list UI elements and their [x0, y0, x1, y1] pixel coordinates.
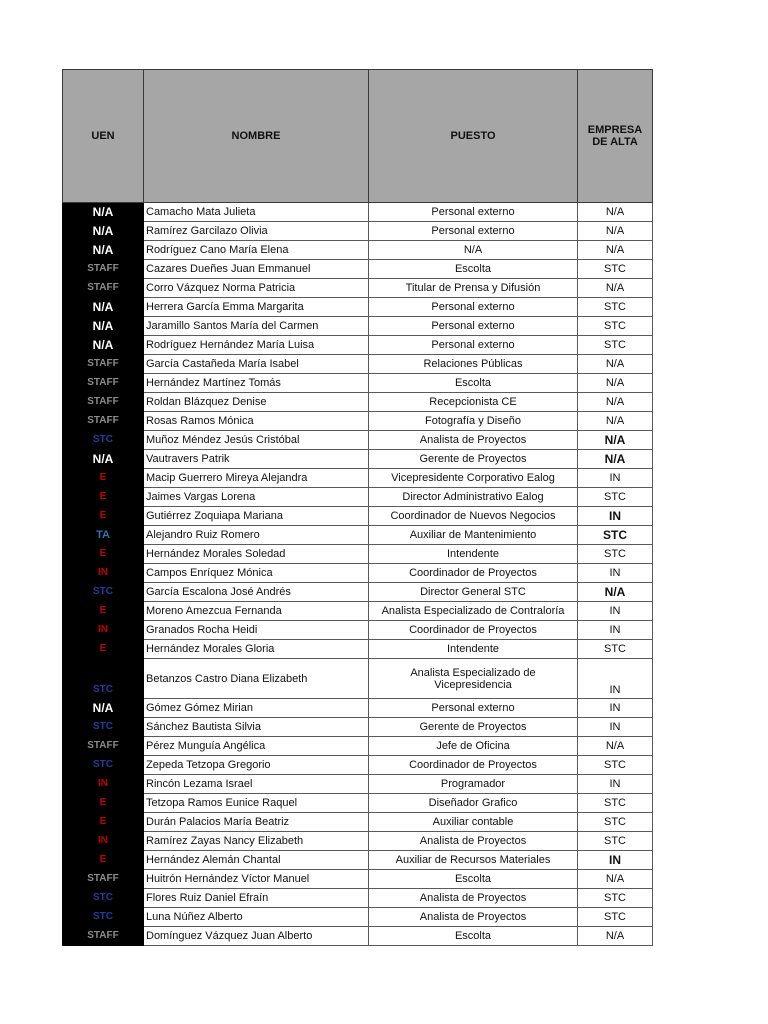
cell-uen: E — [63, 488, 144, 507]
cell-puesto: Personal externo — [369, 699, 578, 718]
cell-puesto: Escolta — [369, 260, 578, 279]
cell-empresa: STC — [578, 317, 653, 336]
cell-uen: IN — [63, 832, 144, 851]
cell-uen: STAFF — [63, 393, 144, 412]
cell-puesto: Analista de Proyectos — [369, 889, 578, 908]
cell-uen: STAFF — [63, 355, 144, 374]
cell-puesto: Analista de Proyectos — [369, 832, 578, 851]
cell-nombre: Flores Ruiz Daniel Efraín — [144, 889, 369, 908]
table-row — [63, 908, 653, 927]
table-row — [63, 241, 653, 260]
cell-puesto: Jefe de Oficina — [369, 737, 578, 756]
cell-empresa: STC — [578, 756, 653, 775]
cell-nombre: Gutiérrez Zoquiapa Mariana — [144, 507, 369, 526]
cell-empresa: N/A — [578, 241, 653, 260]
table-row — [63, 526, 653, 545]
cell-puesto: Relaciones Públicas — [369, 355, 578, 374]
cell-puesto: N/A — [369, 241, 578, 260]
table-row — [63, 564, 653, 583]
cell-uen: N/A — [63, 699, 144, 718]
cell-empresa: IN — [578, 469, 653, 488]
table-row — [63, 718, 653, 737]
header-puesto: PUESTO — [369, 70, 578, 203]
table-row — [63, 374, 653, 393]
cell-nombre: Moreno Amezcua Fernanda — [144, 602, 369, 621]
cell-nombre: Jaimes Vargas Lorena — [144, 488, 369, 507]
cell-uen: IN — [63, 775, 144, 794]
table-row — [63, 794, 653, 813]
cell-puesto: Recepcionista CE — [369, 393, 578, 412]
cell-empresa: STC — [578, 488, 653, 507]
cell-empresa: N/A — [578, 450, 653, 469]
table-row — [63, 393, 653, 412]
cell-puesto: Analista Especializado de Vicepresidencia — [369, 659, 578, 699]
table-row — [63, 640, 653, 659]
table-row — [63, 851, 653, 870]
table-row — [63, 469, 653, 488]
cell-empresa: N/A — [578, 393, 653, 412]
cell-uen: STC — [63, 756, 144, 775]
cell-uen: STAFF — [63, 279, 144, 298]
cell-empresa: N/A — [578, 279, 653, 298]
cell-empresa: IN — [578, 775, 653, 794]
cell-uen: E — [63, 794, 144, 813]
cell-nombre: Macip Guerrero Mireya Alejandra — [144, 469, 369, 488]
cell-empresa: STC — [578, 813, 653, 832]
cell-puesto: Analista Especializado de Contraloría — [369, 602, 578, 621]
cell-nombre: Jaramillo Santos María del Carmen — [144, 317, 369, 336]
cell-puesto: Coordinador de Proyectos — [369, 621, 578, 640]
cell-empresa: STC — [578, 889, 653, 908]
table-row — [63, 222, 653, 241]
table-row — [63, 621, 653, 640]
cell-nombre: Corro Vázquez Norma Patricia — [144, 279, 369, 298]
cell-nombre: Granados Rocha Heidi — [144, 621, 369, 640]
cell-uen: STAFF — [63, 927, 144, 946]
cell-empresa: N/A — [578, 583, 653, 602]
cell-uen: N/A — [63, 336, 144, 355]
table-row — [63, 279, 653, 298]
cell-uen: E — [63, 602, 144, 621]
cell-uen: IN — [63, 621, 144, 640]
table-body — [63, 203, 653, 946]
table-row — [63, 260, 653, 279]
cell-puesto: Gerente de Proyectos — [369, 718, 578, 737]
cell-uen: TA — [63, 526, 144, 545]
cell-uen: E — [63, 851, 144, 870]
personnel-sheet — [62, 69, 652, 946]
cell-nombre: Tetzopa Ramos Eunice Raquel — [144, 794, 369, 813]
cell-uen: N/A — [63, 203, 144, 222]
cell-puesto: Personal externo — [369, 222, 578, 241]
cell-uen: E — [63, 640, 144, 659]
cell-empresa: STC — [578, 260, 653, 279]
table-row — [63, 450, 653, 469]
cell-nombre: Roldan Blázquez Denise — [144, 393, 369, 412]
cell-nombre: Hernández Martínez Tomás — [144, 374, 369, 393]
table-row — [63, 298, 653, 317]
cell-puesto: Auxiliar de Recursos Materiales — [369, 851, 578, 870]
cell-nombre: García Castañeda María Isabel — [144, 355, 369, 374]
cell-empresa: IN — [578, 851, 653, 870]
cell-puesto: Escolta — [369, 870, 578, 889]
cell-puesto: Analista de Proyectos — [369, 431, 578, 450]
cell-uen: N/A — [63, 222, 144, 241]
cell-empresa: N/A — [578, 927, 653, 946]
cell-empresa: N/A — [578, 870, 653, 889]
cell-puesto: Auxiliar contable — [369, 813, 578, 832]
cell-uen: STC — [63, 889, 144, 908]
cell-empresa: N/A — [578, 737, 653, 756]
cell-empresa: STC — [578, 832, 653, 851]
cell-nombre: Huitrón Hernández Víctor Manuel — [144, 870, 369, 889]
cell-empresa: N/A — [578, 222, 653, 241]
table-row — [63, 317, 653, 336]
cell-nombre: Vautravers Patrik — [144, 450, 369, 469]
cell-puesto: Fotografía y Diseño — [369, 412, 578, 431]
table-row — [63, 583, 653, 602]
table-row — [63, 488, 653, 507]
cell-nombre: Rodríguez Cano María Elena — [144, 241, 369, 260]
table-row — [63, 507, 653, 526]
cell-puesto: Director Administrativo Ealog — [369, 488, 578, 507]
cell-empresa: N/A — [578, 431, 653, 450]
table-row — [63, 412, 653, 431]
table-row — [63, 775, 653, 794]
cell-puesto: Programador — [369, 775, 578, 794]
cell-uen: STAFF — [63, 870, 144, 889]
cell-nombre: Betanzos Castro Diana Elizabeth — [144, 659, 369, 699]
cell-nombre: Alejandro Ruiz Romero — [144, 526, 369, 545]
table-row — [63, 203, 653, 222]
cell-puesto: Escolta — [369, 927, 578, 946]
cell-uen: E — [63, 469, 144, 488]
cell-empresa: STC — [578, 298, 653, 317]
cell-uen: N/A — [63, 317, 144, 336]
table-row — [63, 813, 653, 832]
cell-nombre: Ramírez Garcilazo Olivia — [144, 222, 369, 241]
header-nombre: NOMBRE — [144, 70, 369, 203]
cell-puesto: Intendente — [369, 640, 578, 659]
cell-puesto: Personal externo — [369, 317, 578, 336]
cell-puesto: Personal externo — [369, 336, 578, 355]
cell-nombre: Muñoz Méndez Jesús Cristóbal — [144, 431, 369, 450]
cell-empresa: N/A — [578, 203, 653, 222]
table-row — [63, 602, 653, 621]
table-row — [63, 756, 653, 775]
cell-puesto: Titular de Prensa y Difusión — [369, 279, 578, 298]
cell-nombre: Herrera García Emma Margarita — [144, 298, 369, 317]
cell-nombre: Hernández Alemán Chantal — [144, 851, 369, 870]
cell-puesto: Diseñador Grafico — [369, 794, 578, 813]
table-row — [63, 870, 653, 889]
cell-nombre: Rosas Ramos Mónica — [144, 412, 369, 431]
cell-nombre: Rincón Lezama Israel — [144, 775, 369, 794]
cell-uen: STC — [63, 431, 144, 450]
cell-uen: STC — [63, 659, 144, 699]
cell-puesto: Coordinador de Nuevos Negocios — [369, 507, 578, 526]
cell-nombre: Luna Núñez Alberto — [144, 908, 369, 927]
cell-nombre: Hernández Morales Gloria — [144, 640, 369, 659]
cell-nombre: Sánchez Bautista Silvia — [144, 718, 369, 737]
table-header — [63, 70, 653, 203]
cell-nombre: Camacho Mata Julieta — [144, 203, 369, 222]
cell-puesto: Intendente — [369, 545, 578, 564]
cell-empresa: IN — [578, 507, 653, 526]
cell-empresa: IN — [578, 659, 653, 699]
cell-empresa: IN — [578, 564, 653, 583]
cell-nombre: Ramírez Zayas Nancy Elizabeth — [144, 832, 369, 851]
table-row — [63, 355, 653, 374]
cell-empresa: IN — [578, 602, 653, 621]
cell-puesto: Personal externo — [369, 203, 578, 222]
table-row — [63, 737, 653, 756]
table-row — [63, 659, 653, 699]
cell-empresa: STC — [578, 640, 653, 659]
cell-puesto: Coordinador de Proyectos — [369, 756, 578, 775]
cell-empresa: N/A — [578, 412, 653, 431]
personnel-table — [62, 69, 653, 946]
cell-uen: STC — [63, 583, 144, 602]
table-row — [63, 889, 653, 908]
table-row — [63, 832, 653, 851]
cell-nombre: Domínguez Vázquez Juan Alberto — [144, 927, 369, 946]
cell-nombre: García Escalona José Andrés — [144, 583, 369, 602]
cell-puesto: Vicepresidente Corporativo Ealog — [369, 469, 578, 488]
cell-empresa: STC — [578, 908, 653, 927]
cell-uen: E — [63, 813, 144, 832]
cell-puesto: Personal externo — [369, 298, 578, 317]
cell-empresa: N/A — [578, 355, 653, 374]
header-row — [63, 70, 653, 203]
cell-uen: STAFF — [63, 260, 144, 279]
cell-uen: STAFF — [63, 737, 144, 756]
cell-puesto: Director General STC — [369, 583, 578, 602]
cell-empresa: STC — [578, 545, 653, 564]
cell-uen: STC — [63, 718, 144, 737]
cell-uen: N/A — [63, 241, 144, 260]
cell-nombre: Durán Palacios María Beatriz — [144, 813, 369, 832]
cell-uen: E — [63, 545, 144, 564]
cell-uen: STAFF — [63, 412, 144, 431]
cell-empresa: IN — [578, 621, 653, 640]
header-uen: UEN — [63, 70, 144, 203]
cell-nombre: Pérez Munguía Angélica — [144, 737, 369, 756]
table-row — [63, 336, 653, 355]
cell-puesto: Gerente de Proyectos — [369, 450, 578, 469]
cell-empresa: IN — [578, 699, 653, 718]
cell-uen: IN — [63, 564, 144, 583]
table-row — [63, 545, 653, 564]
table-row — [63, 699, 653, 718]
cell-nombre: Hernández Morales Soledad — [144, 545, 369, 564]
cell-nombre: Campos Enríquez Mónica — [144, 564, 369, 583]
cell-nombre: Zepeda Tetzopa Gregorio — [144, 756, 369, 775]
cell-nombre: Rodríguez Hernández María Luisa — [144, 336, 369, 355]
cell-empresa: N/A — [578, 374, 653, 393]
cell-puesto: Escolta — [369, 374, 578, 393]
cell-uen: N/A — [63, 298, 144, 317]
cell-uen: STC — [63, 908, 144, 927]
cell-uen: STAFF — [63, 374, 144, 393]
header-empresa-de-alta: EMPRESA DE ALTA — [578, 70, 653, 203]
table-row — [63, 431, 653, 450]
table-row — [63, 927, 653, 946]
cell-empresa: STC — [578, 336, 653, 355]
cell-uen: N/A — [63, 450, 144, 469]
cell-puesto: Coordinador de Proyectos — [369, 564, 578, 583]
cell-empresa: STC — [578, 794, 653, 813]
cell-nombre: Gómez Gómez Mirian — [144, 699, 369, 718]
cell-nombre: Cazares Dueñes Juan Emmanuel — [144, 260, 369, 279]
cell-puesto: Auxiliar de Mantenimiento — [369, 526, 578, 545]
cell-empresa: IN — [578, 718, 653, 737]
cell-empresa: STC — [578, 526, 653, 545]
cell-puesto: Analista de Proyectos — [369, 908, 578, 927]
cell-uen: E — [63, 507, 144, 526]
